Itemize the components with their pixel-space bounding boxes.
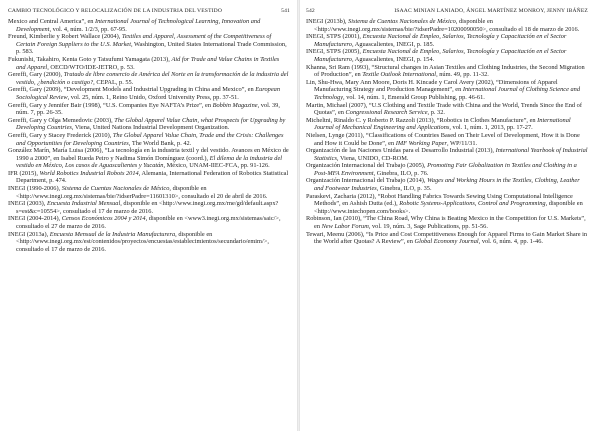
reference-title: Promoting Fair Globalization in Textiles and Clothing in a Post-MFA Environment: [314, 162, 577, 177]
reference-title: Censos Económicos 2004 y 2014: [61, 215, 146, 223]
reference-entry: INEGI (2013a), Encuesta Mensual de la Industria Manufacturera, disponible en <http://www.inegi.org.mx/est/contenidos/proyectos/encuestas/establecimientos/secundario/emim/>, consultado el 17 de marzo de 2016.: [8, 230, 269, 253]
page-number: 541: [281, 8, 290, 14]
reference-title: Encuesta Nacional de Empleo, Salarios, Tecnología y Capacitación en el Sector Manufacturero: [314, 48, 567, 63]
reference-title: Aid for Trade and Value Chains in Textiles and Apparel: [16, 55, 280, 71]
header-title: ISAAC MINIAN LANIADO, ÁNGEL MARTÍNEZ MONROY, JENNY IBÁÑEZ: [394, 8, 588, 14]
left-page: [0, 0, 296, 431]
reference-entry: Freund, Kimberlie y Robert Wallace (2004), Textiles and Apparel, Assessment of the Competitiveness of Certain Foreign Suppliers to the U.S. Market, Washington, United States International Trade Commission, p. 583.: [8, 33, 287, 56]
reference-entry: Nielsen, Lynge (2011), “Classifications of Countries Based on Their Level of Development, How it is Done and How it Could be Done”, en IMF Working Paper, WP/11/31.: [306, 131, 580, 147]
reference-entry: Micheltni, Rinaldo C. y Roberto P. Razzoli (2013), “Robotics in Clothes Manufacture”, en International Journal of Mechanical Engineering and Applications, vol. 1, núm. 1, 2013, pp. 17-27.: [306, 116, 571, 132]
reference-list: [306, 18, 588, 246]
reference-entry: INEGI (1990-2006), Sistema de Cuentas Nacionales de México, disponible en <http://www.inegi.org.mx/sistemas/bie/?idserPadre=11601310>, consultado el 20 de abril de 2016.: [8, 185, 268, 200]
reference-title: International Yearbook of Industrial Statistics: [314, 147, 588, 162]
reference-entry: Gereffi, Gary y Stacey Frederick (2010), The Global Apparel Value Chain, Trade and the Crisis: Challenges and Opportunities for Developing Countries, The World Bank, p. 42.: [8, 131, 284, 147]
running-header: [8, 8, 290, 16]
reference-title: Encuesta Industrial Mensual: [46, 200, 121, 208]
reference-entry: Mexico and Central America”, en International Journal of Technological Learning, Innovation and Development, vol. 4, núm. 1/2/3, pp. 67-95.: [8, 18, 261, 33]
reference-entry: Robinson, Ian (2010), “The China Road, Why China is Beating Mexico in the Competition for U.S. Markets”, en New Labor Forum, vol. 19, núm. 3, Sage Publications, pp. 51-56.: [306, 215, 586, 231]
reference-title: Textiles and Apparel, Assessment of the Competitiveness of Certain Foreign Suppliers to the U.S. Market: [16, 33, 272, 48]
reference-title: World Robotics Industrial Robots 2014: [39, 169, 139, 177]
right-page: [300, 0, 596, 431]
reference-entry: Organización Internacional del Trabajo (2014), Wages and Working Hours in the Textiles, Clothing, Leather and Footwear Industries, Ginebra, ILO, p. 35.: [306, 177, 580, 193]
reference-title: Wages and Working Hours in the Textiles, Clothing, Leather and Footwear Industries: [314, 177, 580, 193]
reference-title: Congressional Research Service: [345, 109, 428, 117]
page-number: 542: [306, 8, 315, 14]
reference-title: Encuesta Nacional de Empleo, Salarios, Tecnología y Capacitación en el Sector Manufacturero: [314, 33, 567, 48]
running-header: [306, 8, 588, 16]
header-title: CAMBIO TECNOLÓGICO Y RELOCALIZACIÓN DE LA INDUSTRIA DEL VESTIDO: [8, 8, 223, 14]
reference-title: Sistema de Cuentas Nacionales de México: [348, 18, 456, 25]
reference-title: El dilema de la industria del vestido en México, Los casos de Aguascalientes y Yucatán: [16, 154, 283, 170]
reference-title: New Labor Forum: [321, 223, 369, 231]
reference-entry: Gereffi, Gary (2009), “Development Models and Industrial Upgrading in China and Mexico”, en European Sociological Review, vol. 25, núm. 1, Reino Unido, Oxford University Press, pp. 37-51.: [8, 86, 281, 101]
reference-title: Encuesta Mensual de la Industria Manufacturera: [49, 230, 176, 238]
reference-entry: Gereffi, Gary y Jennifer Bair (1998), “U.S. Companies Eye NAFTA’s Prize”, en Bobbin Magazine, vol. 39, núm. 7, pp. 26-35.: [8, 101, 280, 117]
reference-entry: INEGI (2003), Encuesta Industrial Mensual, disponible en <http://www.inegi.org.mx/rne/gd/default.aspx?s=est&c=10554>, consultado el 17 de marzo de 2016.: [8, 200, 279, 215]
reference-title: Textile Outlook International: [362, 71, 437, 79]
reference-entry: Khanna, Sri Ram (1993), “Structural changes in Asian Textiles and Clothing Industries, the Second Migration of Production”, en Textile Outlook International, núm. 49, pp. 11-32.: [306, 63, 585, 79]
reference-title: Tratado de libre comercio de América del Norte en la transformación de la industria del vestido, ¿bendición o castigo?: [16, 71, 289, 86]
reference-entry: INEGI (2013b), Sistema de Cuentas Nacionales de México, disponible en <http://www.inegi.org.mx/sistemas/bie/?idserPadre=10200090050>, consultado el 18 de marzo de 2016.: [306, 18, 580, 33]
reference-list: [8, 18, 290, 253]
reference-entry: Martin, Michael (2007), “U.S Clothing and Textile Trade with China and the World, Trends Since the End of Quotas”, en Congressional Research Service, p. 32.: [306, 101, 582, 117]
reference-entry: Gereffi, Gary (2000), Tratado de libre comercio de América del Norte en la transformación de la industria del vestido, ¿bendición o castigo?, CEPAL, p. 55.: [8, 71, 289, 86]
reference-entry: INEGI (2004-2014), Censos Económicos 2004 y 2014, disponible en <www3.inegi.org.mx/sistemas/saic/>, consultado el 27 de marzo de 2016.: [8, 215, 281, 231]
reference-title: International Journal of Technological Learning, Innovation and Development: [16, 18, 261, 33]
reference-title: The Global Apparel Value Chain, Trade and the Crisis: Challenges and Opportunities for Developing Countries: [16, 131, 284, 147]
reference-title: International Journal of Clothing Science and Technology: [314, 86, 581, 101]
reference-entry: Paraskevi, Zacharia (2012), “Robot Handling Fabrics Towards Sewing Using Computational Intelligence Methods”, en Ashish Dutta (ed.), Robotic Systems-Applications, Control and Programming, disponible en <http://www.intechopen.com/books>.: [306, 192, 583, 215]
reference-entry: INEGI, STPS (2001), Encuesta Nacional de Empleo, Salarios, Tecnología y Capacitación en el Sector Manufacturero, Aguascalientes, INEGI, p. 185.: [306, 33, 567, 48]
reference-entry: Lin, Shu-Hwa, Mary Ann Moore, Doris H. Kincade y Carol Avery (2002), “Dimensions of Apparel Manufacturing Strategy and Production Management”, en International Journal of Clothing Science and Technology, vol. 14, núm. 1, Emerald Group Publishing, pp. 46-61.: [306, 78, 581, 101]
reference-entry: Organización de las Naciones Unidas para el Desarrollo Industrial (2013), International Yearbook of Industrial Statistics, Viena, UNIDO, CD-ROM.: [306, 147, 588, 162]
reference-title: Global Economy Journal: [414, 238, 479, 246]
reference-entry: Fukunishi, Takahiro, Kenta Goto y Tatsufumi Yamagata (2013), Aid for Trade and Value Chains in Textiles and Apparel, OECD/WTO/IDE-JETRO, p. 53.: [8, 55, 280, 71]
reference-entry: IFR (2015), World Robotics Industrial Robots 2014, Alemania, International Federation of Robotics Statistical Department, p. 474.: [8, 169, 289, 185]
reference-entry: INEGI, STPS (2005), Encuesta Nacional de Empleo, Salarios, Tecnología y Capacitación en el Sector Manufacturero, Aguascalientes, INEGI, p. 154.: [306, 48, 567, 63]
reference-title: Robotic Systems-Applications, Control and Programming: [399, 200, 546, 208]
reference-entry: González Marín, María Luisa (2006), “La tecnología en la industria textil y del vestido. Avances en México de 1990 a 2000”, en Isabel Rueda Peiro y Nadima Simón Domínguez (coord.), El dilema de la industria del vestido en México, Los casos de Aguascalientes y Yucatán, México, UNAM-IIEC-FCA, pp. 91-126.: [8, 147, 289, 170]
reference-title: Bobbin Magazine: [212, 101, 258, 109]
reference-title: European Sociological Review: [16, 86, 281, 101]
reference-entry: Organización Internacional del Trabajo (2005), Promoting Fair Globalization in Textiles and Clothing in a Post-MFA Environment, Ginebra, ILO, p. 76.: [306, 162, 577, 177]
reference-entry: Gereffi, Gary y Olga Memedovic (2003), The Global Apparel Value Chain, what Prospects for Upgrading by Developing Countries, Viena, United Nations Industrial Development Organization.: [8, 116, 286, 132]
reference-title: The Global Apparel Value Chain, what Prospects for Upgrading by Developing Countries: [16, 116, 286, 132]
reference-title: Sistema de Cuentas Nacionales de México: [61, 185, 170, 193]
reference-title: International Journal of Mechanical Engineering and Applications: [314, 116, 571, 132]
reference-title: IMF Working Paper: [395, 139, 447, 147]
reference-entry: Tewari, Meenu (2006), “Is Price and Cost Competitiveness Enough for Apparel Firms to Gain Market Share in the World after Quotas? A Review”, en Global Economy Journal, vol. 6, núm. 4, pp. 1-46.: [306, 230, 588, 246]
